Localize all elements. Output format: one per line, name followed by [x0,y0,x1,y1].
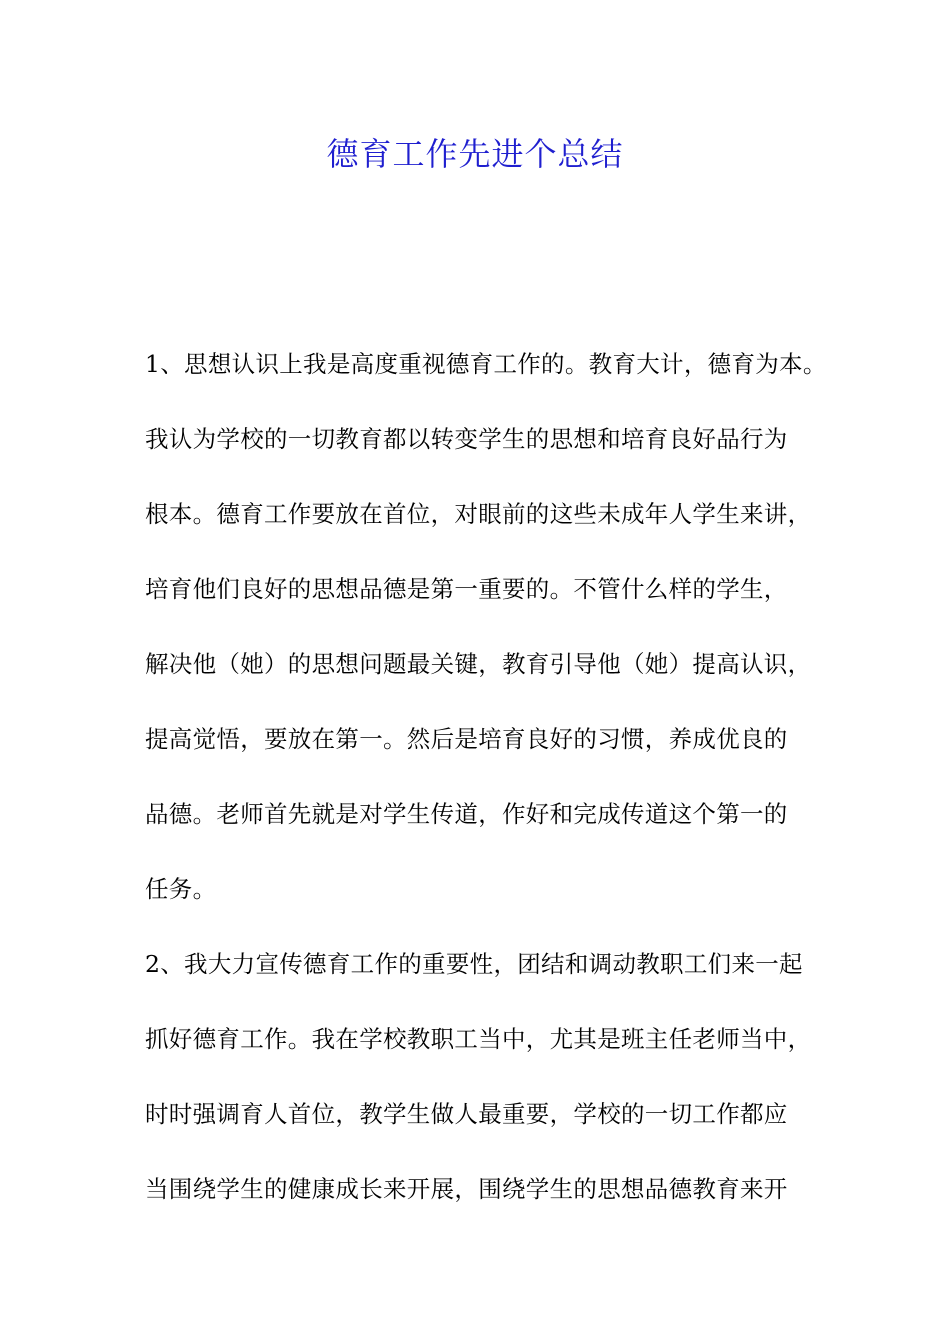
text-line: 我认为学校的一切教育都以转变学生的思想和培育良好品行为 [145,425,788,453]
text-line: 当围绕学生的健康成长来开展，围绕学生的思想品德教育来开 [145,1175,788,1203]
document-body [145,336,845,1236]
text-line: 根本。德育工作要放在首位，对眼前的这些未成年人学生来讲， [145,500,812,528]
text-line: 时时强调育人首位，教学生做人最重要，学校的一切工作都应 [145,1100,788,1128]
text-line: 任务。 [145,875,217,903]
text-line: 1、思想认识上我是高度重视德育工作的。教育大计，德育为本。 [145,350,827,378]
text-line: 解决他（她）的思想问题最关键，教育引导他（她）提高认识， [145,650,812,678]
text-line: 2、我大力宣传德育工作的重要性，团结和调动教职工们来一起 [145,950,803,978]
text-line: 培育他们良好的思想品德是第一重要的。不管什么样的学生， [145,575,788,603]
page-title: 德育工作先进个总结 [326,135,624,173]
text-line: 品德。老师首先就是对学生传道，作好和完成传道这个第一的 [145,800,788,828]
text-line: 抓好德育工作。我在学校教职工当中，尤其是班主任老师当中， [145,1025,812,1053]
text-line: 提高觉悟，要放在第一。然后是培育良好的习惯，养成优良的 [145,725,788,753]
